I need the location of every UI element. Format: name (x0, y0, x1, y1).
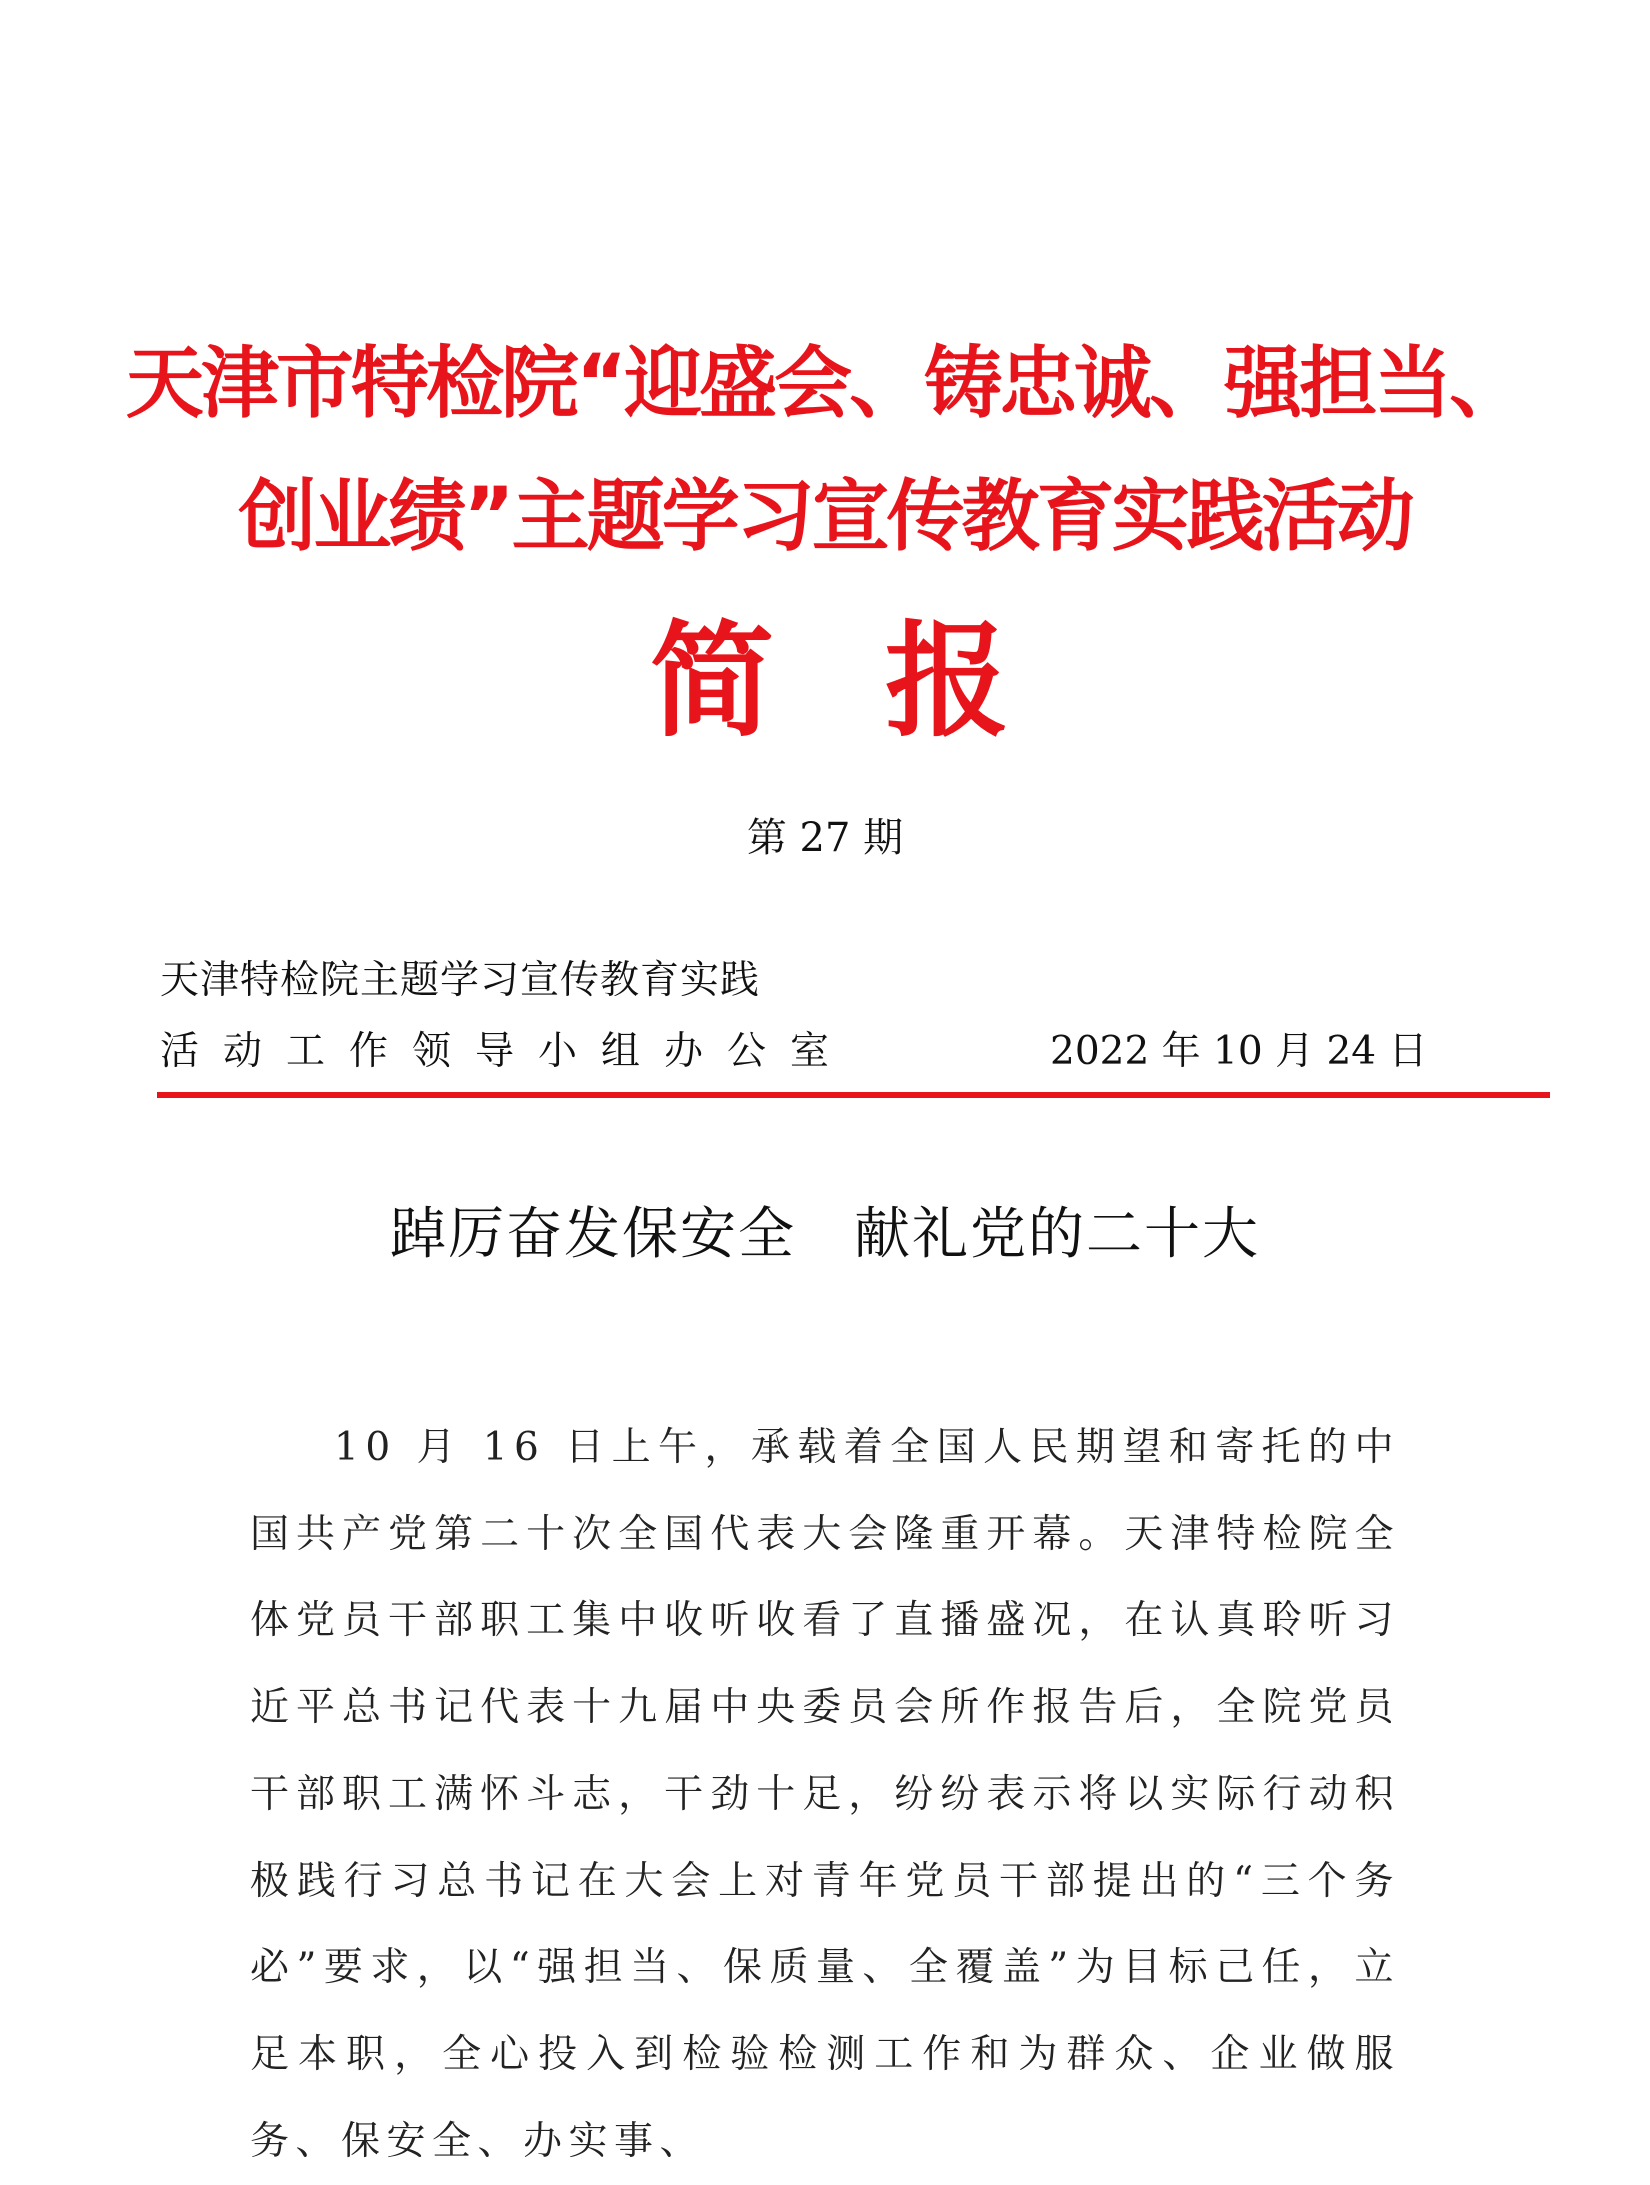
red-divider-line (157, 1092, 1550, 1098)
article-body-paragraph: 10 月 16 日上午，承载着全国人民期望和寄托的中国共产党第二十次全国代表大会隆重开幕。天津特检院全体党员干部职工集中收听收看了直播盛况，在认真聆听习近平总书记代表十九届中央委员会所作报告后，全院党员干部职工满怀斗志，干劲十足，纷纷表示将以实际行动积极践行习总书记在大会上对青年党员干部提出的“三个务必”要求，以“强担当、保质量、全覆盖”为目标己任，立足本职，全心投入到检验检测工作和为群众、企业做服务、保安全、办实事、 (250, 1425, 1400, 2164)
bulletin-title-line-2: 创业绩”主题学习宣传教育实践活动 (238, 472, 1412, 562)
bulletin-label-char-2: 报 (885, 610, 1010, 754)
bulletin-label-char-1: 简 (650, 610, 775, 754)
issue-number: 第 27 期 (746, 815, 904, 861)
issuing-org-line-2: 活动工作领导小组办公室 (160, 1029, 854, 1074)
article-title: 踔厉奋发保安全 献礼党的二十大 (390, 1202, 1260, 1267)
issuing-org-line-1: 天津特检院主题学习宣传教育实践 (160, 958, 761, 1003)
bulletin-label (0, 610, 1650, 760)
issue-date: 2022 年 10 月 24 日 (1050, 1029, 1428, 1074)
bulletin-title-line-1: 天津市特检院“迎盛会、铸忠诚、强担当、 (125, 339, 1525, 429)
